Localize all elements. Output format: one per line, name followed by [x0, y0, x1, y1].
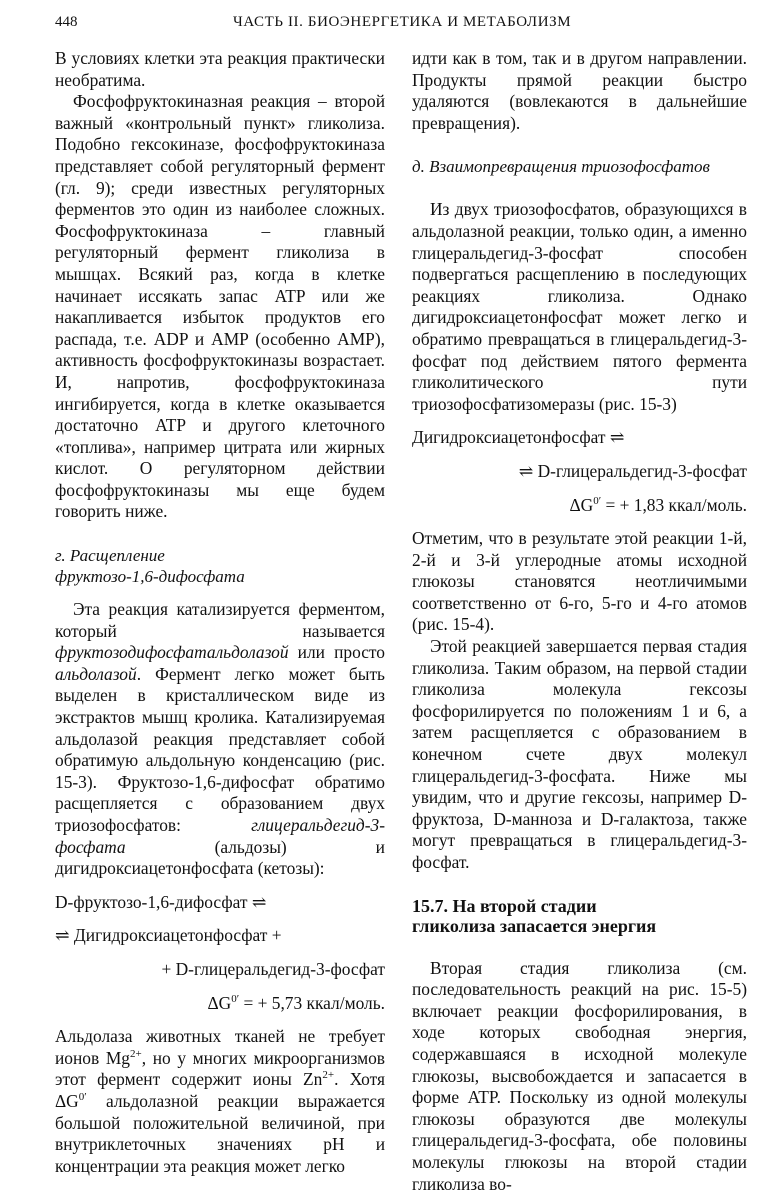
spacer	[55, 1014, 385, 1026]
equation-line: ⇌ D-глицеральдегид-3-фосфат	[518, 460, 747, 481]
spacer	[55, 523, 385, 545]
equation-line: Дигидроксиацетонфосфат ⇌	[412, 427, 625, 448]
equation-line: ⇌ Дигидроксиацетонфосфат +	[55, 925, 282, 946]
term-italic: глицеральдегид-3-фосфата	[55, 815, 385, 857]
spacer	[55, 981, 385, 993]
term-italic: фруктозодифосфатальдолазой	[55, 642, 289, 663]
term-italic: альдолазой	[55, 663, 137, 684]
spacer	[412, 449, 747, 461]
page-header	[55, 10, 755, 36]
text-run: (альдозы) и дигидроксиацетонфосфата (кетозы):	[55, 836, 385, 879]
equation-value: = + 5,73 ккал/моль.	[239, 992, 385, 1013]
superscript: 2+	[322, 1069, 335, 1082]
text-run: , но у многих микроорганизмов этот фермент содержит ионы Zn	[55, 1047, 385, 1090]
spacer	[412, 177, 747, 199]
equation-line	[412, 495, 747, 517]
paragraph	[55, 1026, 385, 1177]
text-run: Эта реакция катализируется ферментом, который называется	[55, 599, 385, 641]
equation-line	[55, 993, 385, 1015]
section-heading	[412, 896, 747, 936]
paragraph: Вторая стадия гликолиза (см. последовательность реакций на рис. 15-5) включает реакции фосфорилирования, в ходе которых свободная энергия, содержавшаяся в исходной молекуле глюкозы, высвобождается и запасается в форме ATP. Поскольку из одной молекулы глюкозы образуются две молекулы глицеральдегид-3-фосфата, обе половины молекулы глюкозы на второй стадии гликолиза во-	[412, 957, 747, 1194]
text-run: . Хотя ΔG	[55, 1069, 385, 1111]
section-heading-line: 15.7. На второй стадии	[412, 895, 597, 916]
spacer	[412, 936, 747, 958]
paragraph: Фосфофруктокиназная реакция – второй важный «контрольный пункт» гликолиза. Подобно гексокиназе, фосфофруктокиназа представляет собой регуляторный фермент (гл. 9); среди известных регуляторных ферментов это один из наиболее сложных. Фосфофруктокиназа – главный регуляторный фермент гликолиза в мышцах. Всякий раз, когда в клетке начинает иссякать запас ATP или же накапливается избыток продуктов его распада, т.е. ADP и AMP (особенно AMP), активность фосфофруктокиназы возрастает. И, напротив, фосфофруктокиназа ингибируется, когда в клетке оказывается достаточно ATP и другого клеточного «топлива», например цитрата или жирных кислот. О регуляторном действии фосфофруктокиназы мы еще будем говорить ниже.	[55, 91, 385, 522]
paragraph: Этой реакцией завершается первая стадия гликолиза. Таким образом, на первой стадии гликолиза молекула гексозы фосфорилируется по положениям 1 и 6, а затем расщепляется с образованием в конечном счете двух молекул глицеральдегид-3-фосфата. Ниже мы увидим, что и другие гексозы, например D-фруктоза, D-манноза и D-галактоза, также могут превращаться в глицеральдегид-3-фосфат.	[412, 636, 747, 872]
text-run: или просто	[288, 642, 385, 663]
delta-g-symbol: ΔG	[207, 992, 232, 1013]
paragraph: Отметим, что в результате этой реакции 1-й, 2-й и 3-й углеродные атомы исходной глюкозы становятся неотличимыми соответственно от 6-го, 5-го и 4-го атомов (рис. 15-4).	[412, 528, 747, 635]
equation-line: + D-глицеральдегид-3-фосфат	[161, 958, 385, 979]
running-head: ЧАСТЬ II. БИОЭНЕРГЕТИКА И МЕТАБОЛИЗМ	[233, 14, 572, 30]
spacer	[412, 415, 747, 427]
right-column	[412, 48, 747, 1195]
paragraph: идти как в том, так и в другом направлении. Продукты прямой реакции быстро удаляются (вовлекаются в дальнейшие превращения).	[412, 48, 747, 133]
spacer	[412, 483, 747, 495]
paragraph: Из двух триозофосфатов, образующихся в альдолазной реакции, только один, а именно глицеральдегид-3-фосфат способен подвергаться расщеплению в последующих реакциях гликолиза. Однако дигидроксиацетонфосфат может легко и обратимо превращаться в глицеральдегид-3-фосфат под действием пятого фермента гликолитического пути триозофосфатизомеразы (рис. 15-3)	[412, 199, 747, 414]
delta-g-symbol: ΔG	[569, 494, 594, 515]
equation-line: D-фруктозо-1,6-дифосфат ⇌	[55, 891, 267, 912]
subsection-heading: д. Взаимопревращения триозофосфатов	[412, 157, 710, 177]
superscript: 0′	[78, 1091, 87, 1104]
spacer	[55, 913, 385, 925]
paragraph	[55, 599, 385, 880]
section-heading-line: гликолиза запасается энергия	[412, 915, 657, 936]
text-run: альдолазной реакции выражается большой положительной величиной, при внутриклеточных значениях pH и концентрации эта реакция может легко	[55, 1090, 385, 1176]
superscript: 2+	[130, 1047, 142, 1060]
spacer	[412, 134, 747, 156]
text-run: . Фермент легко может быть выделен в кристаллическом виде из экстрактов мышц кролика. Катализируемая альдолазой реакция представляет собой обратимую альдольную конденсацию (рис. 15-3). Фруктозо-1,6-дифосфат обратимо расщепляется с образованием двух триозофосфатов:	[55, 663, 385, 835]
subsection-heading-line: фруктозо-1,6-дифосфата	[55, 567, 245, 587]
page-number: 448	[55, 14, 78, 30]
text-run: Альдолаза животных тканей не требует ионов Mg	[55, 1026, 385, 1068]
superscript: 0′	[231, 992, 240, 1005]
spacer	[412, 874, 747, 896]
superscript: 0′	[593, 494, 602, 507]
equation-value: = + 1,83 ккал/моль.	[601, 494, 747, 515]
subsection-heading	[55, 545, 385, 587]
spacer	[412, 516, 747, 528]
subsection-heading-line: г. Расщепление	[55, 546, 165, 566]
paragraph: В условиях клетки эта реакция практически необратима.	[55, 48, 385, 90]
spacer	[55, 947, 385, 959]
left-column	[55, 48, 385, 1177]
spacer	[55, 880, 385, 892]
spacer	[55, 587, 385, 599]
